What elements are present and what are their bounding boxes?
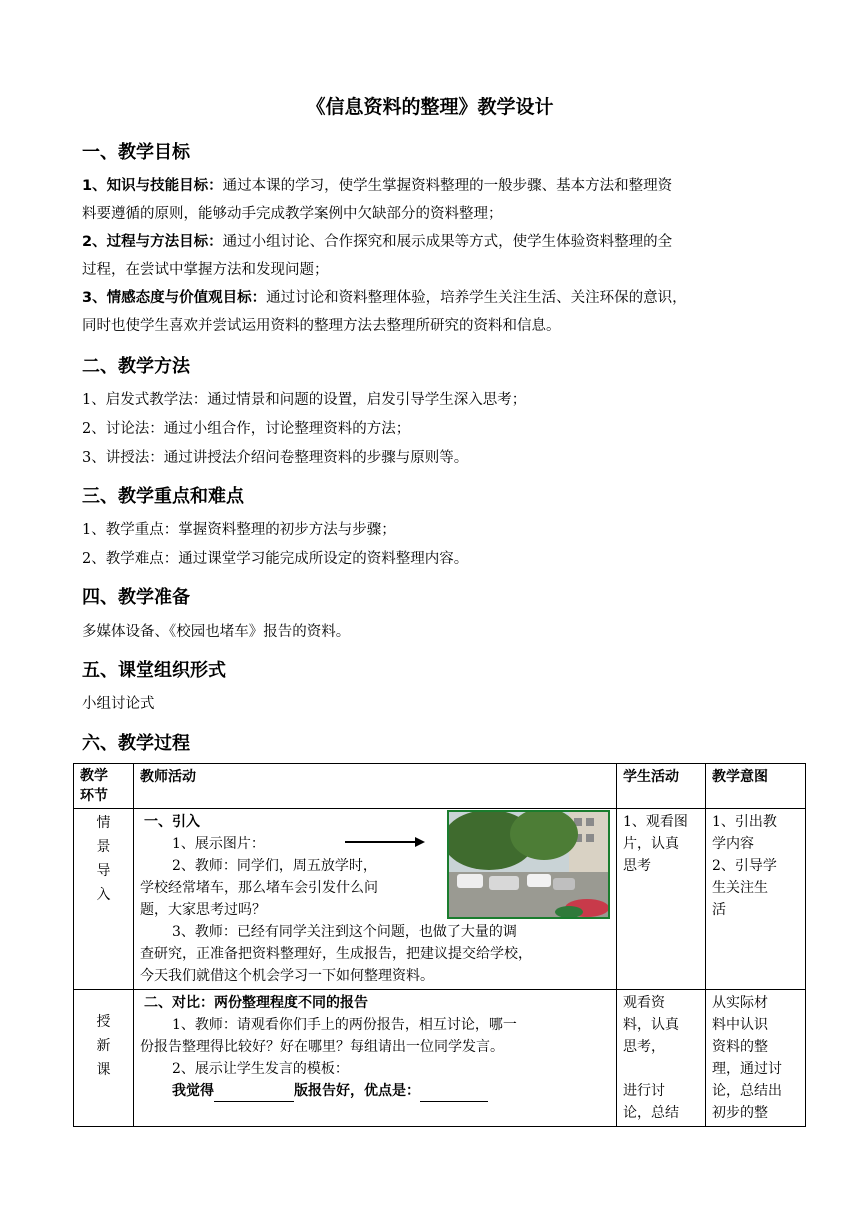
focus-item: 1、教学重点：掌握资料整理的初步方法与步骤； [82, 522, 396, 538]
teaching-process-table [73, 763, 806, 1127]
activity-line: 题，大家思考过吗？ [140, 902, 266, 918]
goal-item-3 [82, 284, 782, 340]
header-teacher: 教师活动 [134, 764, 617, 809]
table-row [74, 809, 806, 990]
goal-text: 通过讨论和资料整理体验，培养学生关注生活、关注环保的意识， [266, 290, 687, 306]
method-item: 2、讨论法：通过小组合作，讨论整理资料的方法； [82, 421, 411, 437]
activity-line: 今天我们就借这个机会学习一下如何整理资料。 [140, 968, 434, 984]
teacher-activity-cell [134, 990, 617, 1127]
method-item: 1、启发式教学法：通过情景和问题的设置，启发引导学生深入思考； [82, 392, 527, 408]
intent-cell: 1、引出教 学内容 2、引导学 生关注生 活 [706, 809, 806, 990]
method-item: 3、讲授法：通过讲授法介绍问卷整理资料的步骤与原则等。 [82, 450, 469, 466]
goal-text: 料要遵循的原则，能够动手完成教学案例中欠缺部分的资料整理； [82, 206, 503, 222]
focus-item: 2、教学难点：通过课堂学习能完成所设定的资料整理内容。 [82, 551, 469, 567]
goal-label: 1、知识与技能目标： [82, 178, 223, 194]
stage-cell: 授 新 课 [74, 990, 134, 1127]
prep-text: 多媒体设备、《校园也堵车》报告的资料。 [82, 624, 351, 640]
stage-cell: 情 景 导 入 [74, 809, 134, 990]
page-title: 《信息资料的整理》教学设计 [306, 96, 554, 118]
goal-item-2 [82, 228, 782, 284]
section-heading-prep: 四、教学准备 [82, 587, 190, 608]
goal-text: 同时也使学生喜欢并尝试运用资料的整理方法去整理所研究的资料和信息。 [82, 318, 561, 334]
activity-line: 2、展示让学生发言的模板： [172, 1061, 349, 1077]
goal-text: 过程，在尝试中掌握方法和发现问题； [82, 262, 329, 278]
activity-line: 查研究，正准备把资料整理好，生成报告，把建议提交给学校， [140, 946, 532, 962]
student-activity-cell: 观看资 料，认真 思考， 进行讨 论，总结 [617, 990, 706, 1127]
student-activity-cell: 1、观看图 片，认真 思考 [617, 809, 706, 990]
section-heading-process: 六、教学过程 [82, 733, 190, 754]
speech-template: 我觉得 版报告好，优点是： [140, 1080, 610, 1102]
activity-line: 2、教师：同学们，周五放学时， [172, 858, 377, 874]
section-heading-focus: 三、教学重点和难点 [82, 486, 244, 507]
header-stage: 教学 环节 [74, 764, 134, 809]
section-heading-organization: 五、课堂组织形式 [82, 660, 226, 681]
organization-text: 小组讨论式 [82, 696, 155, 712]
activity-title: 一、引入 [144, 814, 200, 830]
goal-text: 通过本课的学习，使学生掌握资料整理的一般步骤、基本方法和整理资 [222, 178, 673, 194]
goal-item-1 [82, 172, 782, 228]
header-student: 学生活动 [617, 764, 706, 809]
activity-line: 学校经常堵车，那么堵车会引发什么问 [140, 880, 378, 896]
arrow-right-icon [345, 836, 425, 848]
table-row [74, 990, 806, 1127]
activity-line: 1、教师：请观看你们手上的两份报告，相互讨论，哪一 [172, 1017, 517, 1033]
campus-traffic-photo [447, 810, 610, 919]
fill-blank [214, 1087, 294, 1102]
header-intent: 教学意图 [706, 764, 806, 809]
activity-title: 二、对比：两份整理程度不同的报告 [144, 995, 368, 1011]
goal-label: 2、过程与方法目标： [82, 234, 223, 250]
intent-cell: 从实际材 料中认识 资料的整 理，通过讨 论，总结出 初步的整 [706, 990, 806, 1127]
table-header-row [74, 764, 806, 809]
goal-text: 通过小组讨论、合作探究和展示成果等方式，使学生体验资料整理的全 [222, 234, 673, 250]
section-heading-goals: 一、教学目标 [82, 142, 190, 163]
fill-blank [420, 1087, 488, 1102]
activity-line: 份报告整理得比较好？好在哪里？每组请出一位同学发言。 [140, 1039, 504, 1055]
section-heading-methods: 二、教学方法 [82, 356, 190, 377]
goal-label: 3、情感态度与价值观目标： [82, 290, 267, 306]
activity-line: 3、教师：已经有同学关注到这个问题，也做了大量的调 [172, 924, 517, 940]
activity-line: 1、展示图片： [172, 836, 265, 852]
